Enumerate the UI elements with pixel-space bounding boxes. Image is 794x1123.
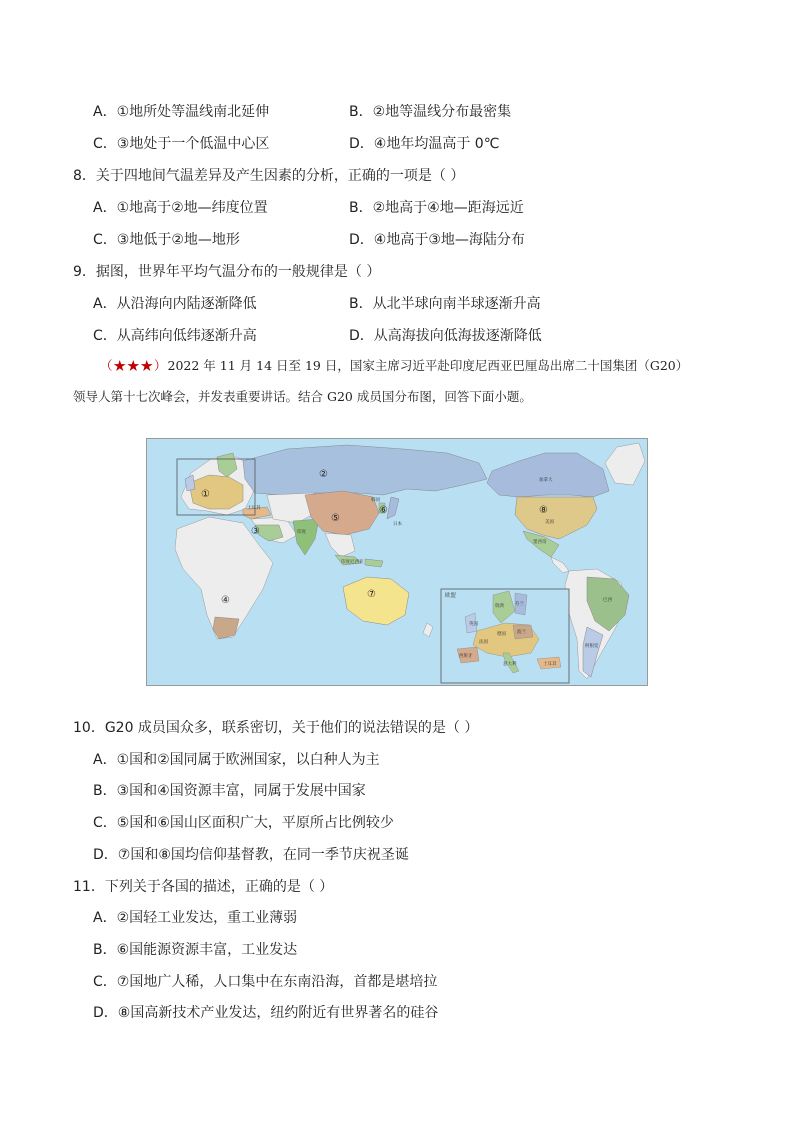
label-indonesia: 印度尼西亚 bbox=[341, 560, 364, 565]
eu-shape bbox=[189, 475, 243, 509]
australia-shape bbox=[343, 577, 409, 625]
g20-world-map bbox=[146, 438, 648, 686]
q11-option-c: C．⑦国地广人稀，人口集中在东南沿海，首都是堪培拉 bbox=[93, 974, 438, 990]
inset-label-italy: 意大利 bbox=[503, 662, 517, 667]
uk-shape bbox=[185, 475, 195, 491]
intro-line-1 bbox=[100, 356, 688, 376]
q9-stem: 9．据图，世界年平均气温分布的一般规律是（ ） bbox=[73, 264, 381, 280]
intro-line-2: 领导人第十七次峰会，并发表重要讲话。结合 G20 成员国分布图，回答下面小题。 bbox=[73, 389, 532, 404]
eu-inset bbox=[441, 589, 569, 683]
difficulty-stars: （★★★） bbox=[100, 358, 168, 373]
intro-text-1: 2022 年 11 月 14 日至 19 日，国家主席习近平赴印度尼西亚巴厘岛出席二十国集团（G20） bbox=[167, 358, 689, 373]
marker-5: ⑤ bbox=[331, 513, 340, 524]
q9-option-d: D．从高海拔向低海拔逐渐降低 bbox=[349, 328, 542, 344]
q8-option-a: A．①地高于②地—纬度位置 bbox=[93, 200, 268, 216]
q11-stem: 11．下列关于各国的描述，正确的是（ ） bbox=[73, 879, 334, 895]
q9-option-a: A．从沿海向内陆逐渐降低 bbox=[93, 296, 257, 312]
russia-shape bbox=[243, 445, 487, 495]
q8-option-c: C．③地低于②地—地形 bbox=[93, 232, 240, 248]
label-canada: 加拿大 bbox=[539, 478, 553, 483]
label-argentina: 阿根廷 bbox=[585, 644, 599, 649]
japan-shape bbox=[387, 497, 399, 519]
inset-label-spain: 西班牙 bbox=[459, 654, 473, 659]
q10-option-c: C．⑤国和⑥国山区面积广大，平原所占比例较少 bbox=[93, 815, 394, 831]
label-japan: 日本 bbox=[393, 522, 402, 527]
new-zealand-shape bbox=[423, 623, 433, 637]
q11-option-a: A．②国轻工业发达，重工业薄弱 bbox=[93, 910, 298, 926]
inset-label-poland: 波兰 bbox=[517, 630, 526, 635]
q10-option-a: A．①国和②国同属于欧洲国家，以白种人为主 bbox=[93, 752, 380, 768]
marker-1: ① bbox=[201, 489, 210, 500]
q10-option-d: D．⑦国和⑧国均信仰基督教，在同一季节庆祝圣诞 bbox=[93, 847, 409, 863]
q7-option-b: B．②地等温线分布最密集 bbox=[349, 104, 512, 120]
q8-option-b: B．②地高于④地—距海远近 bbox=[349, 200, 524, 216]
label-usa: 美国 bbox=[545, 520, 554, 525]
inset-label-france: 法国 bbox=[479, 640, 488, 645]
q7-option-c: C．③地处于一个低温中心区 bbox=[93, 136, 270, 152]
q9-option-c: C．从高纬向低纬逐渐升高 bbox=[93, 328, 257, 344]
label-india: 印度 bbox=[297, 530, 306, 535]
q10-stem: 10．G20 成员国众多，联系密切，关于他们的说法错误的是（ ） bbox=[73, 720, 479, 736]
label-mexico: 墨西哥 bbox=[533, 540, 547, 545]
q9-option-b: B．从北半球向南半球逐渐升高 bbox=[349, 296, 541, 312]
inset-label-turkey: 土耳其 bbox=[543, 662, 557, 667]
canada-shape bbox=[487, 453, 609, 497]
label-turkey: 土耳其 bbox=[247, 506, 261, 511]
southeast-asia-shape bbox=[325, 533, 355, 557]
q7-option-a: A．①地所处等温线南北延伸 bbox=[93, 104, 270, 120]
central-america-shape bbox=[551, 557, 569, 573]
india-shape bbox=[293, 519, 319, 555]
q8-stem: 8．关于四地间气温差异及产生因素的分析，正确的一项是（ ） bbox=[73, 168, 465, 184]
label-brazil: 巴西 bbox=[603, 598, 612, 603]
q11-option-b: B．⑥国能源资源丰富，工业发达 bbox=[93, 942, 298, 958]
marker-2: ② bbox=[319, 469, 328, 480]
marker-3: ③ bbox=[251, 526, 260, 537]
south-africa-shape bbox=[213, 617, 239, 639]
marker-8: ⑧ bbox=[539, 505, 548, 516]
q8-option-d: D．④地高于③地—海陆分布 bbox=[349, 232, 525, 248]
eu-inset-title: 欧盟 bbox=[445, 593, 457, 599]
map-svg bbox=[147, 439, 647, 685]
marker-6: ⑥ bbox=[379, 505, 388, 516]
marker-4: ④ bbox=[221, 595, 230, 606]
marker-7: ⑦ bbox=[367, 589, 376, 600]
q7-option-d: D．④地年均温高于 0℃ bbox=[349, 136, 500, 152]
greenland-shape bbox=[605, 443, 645, 485]
q10-option-b: B．③国和④国资源丰富，同属于发展中国家 bbox=[93, 783, 366, 799]
inset-label-sweden: 瑞典 bbox=[495, 604, 504, 609]
inset-label-germany: 德国 bbox=[497, 632, 506, 637]
label-korea: 韩国 bbox=[371, 498, 380, 503]
inset-label-finland: 芬兰 bbox=[515, 602, 524, 607]
inset-label-uk: 英国 bbox=[469, 622, 478, 627]
q11-option-d: D．⑧国高新技术产业发达，纽约附近有世界著名的硅谷 bbox=[93, 1005, 439, 1021]
